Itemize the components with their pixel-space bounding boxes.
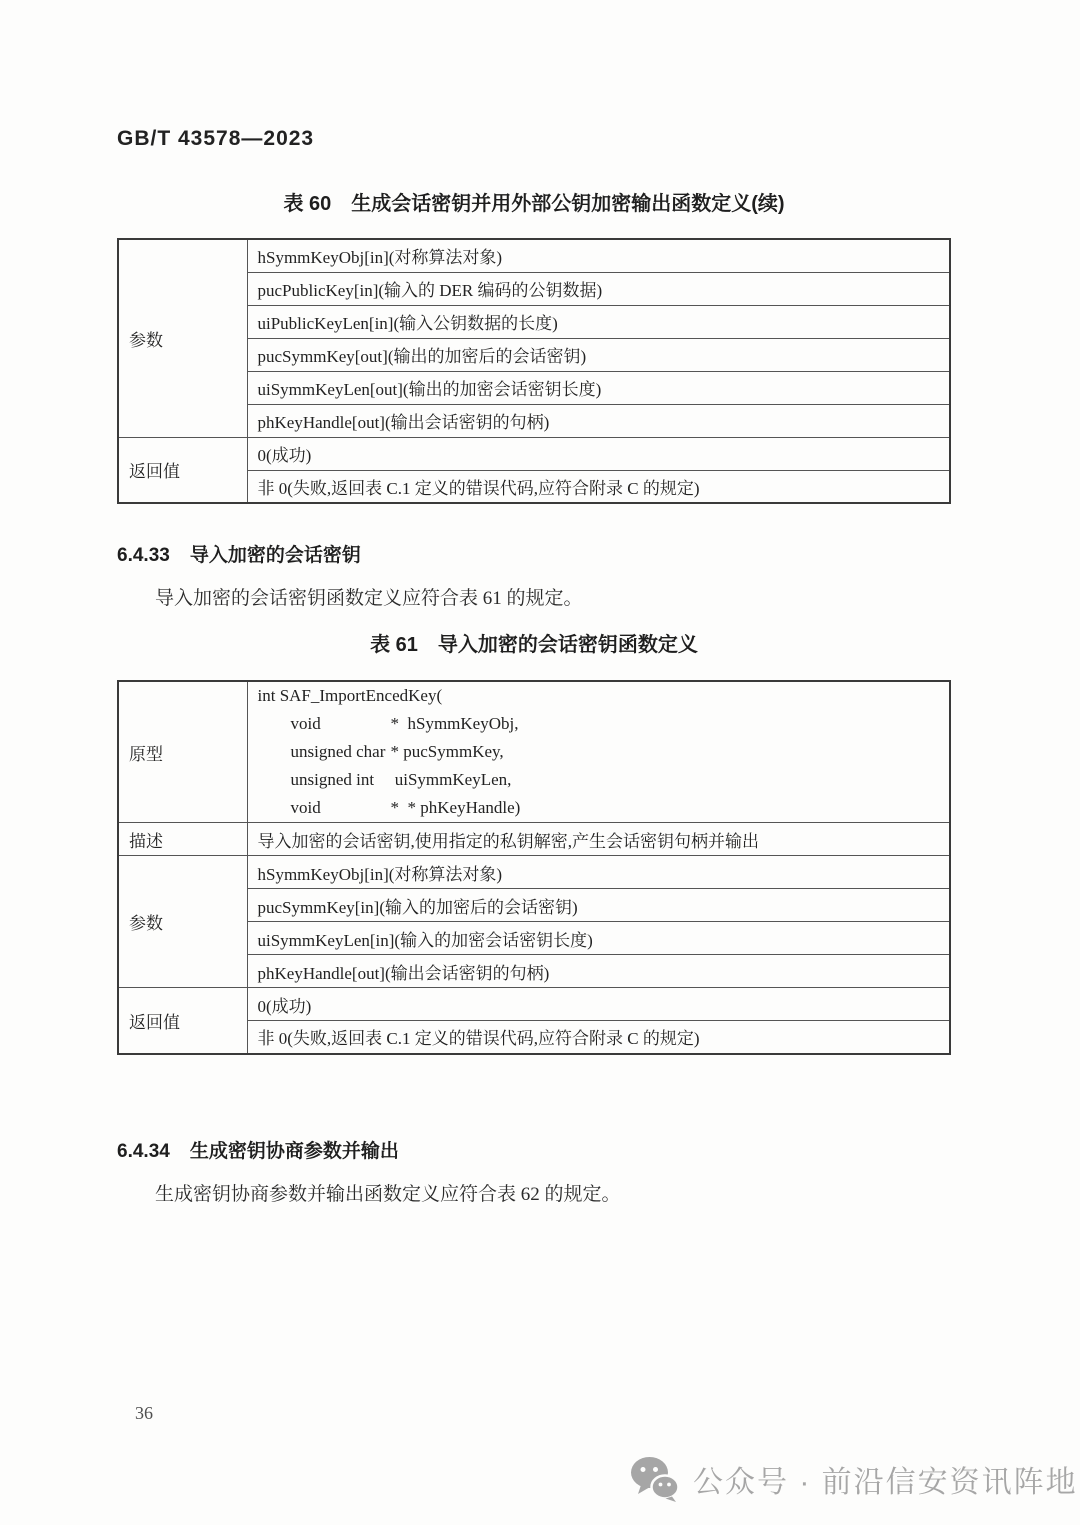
- table60-label-returns: 返回值: [118, 437, 247, 503]
- table-row: [118, 988, 950, 1021]
- table-cell: uiSymmKeyLen[out](输出的加密会话密钥长度): [247, 371, 950, 404]
- prototype-param: void * * phKeyHandle): [290, 798, 521, 817]
- function-prototype: [247, 681, 950, 823]
- table60: [117, 238, 951, 504]
- prototype-param: unsigned int uiSymmKeyLen,: [290, 770, 512, 789]
- section-body-6-4-34: 生成密钥协商参数并输出函数定义应符合表 62 的规定。: [155, 1184, 621, 1205]
- table-cell: phKeyHandle[out](输出会话密钥的句柄): [247, 955, 950, 988]
- table-cell: uiPublicKeyLen[in](输入公钥数据的长度): [247, 305, 950, 338]
- table61-label-prototype: 原型: [118, 681, 247, 823]
- table61-caption: 表 61 导入加密的会话密钥函数定义: [370, 634, 698, 656]
- standard-number: GB/T 43578—2023: [117, 127, 315, 150]
- table-cell: 非 0(失败,返回表 C.1 定义的错误代码,应符合附录 C 的规定): [247, 470, 950, 503]
- table-row: [118, 239, 950, 272]
- page-number: 36: [135, 1403, 153, 1423]
- table60-caption: 表 60 生成会话密钥并用外部公钥加密输出函数定义(续): [283, 193, 785, 215]
- table61: [117, 680, 951, 1055]
- section-number: 6.4.33: [117, 545, 170, 566]
- table-cell: phKeyHandle[out](输出会话密钥的句柄): [247, 404, 950, 437]
- table-cell: 导入加密的会话密钥,使用指定的私钥解密,产生会话密钥句柄并输出: [247, 823, 950, 856]
- table-cell: pucPublicKey[in](输入的 DER 编码的公钥数据): [247, 272, 950, 305]
- watermark-text: 公众号 · 前沿信安资讯阵地: [693, 1466, 1078, 1499]
- table-cell: 非 0(失败,返回表 C.1 定义的错误代码,应符合附录 C 的规定): [247, 1021, 950, 1054]
- table-cell: 0(成功): [247, 988, 950, 1021]
- section-body-6-4-33: 导入加密的会话密钥函数定义应符合表 61 的规定。: [155, 588, 583, 609]
- table-cell: 0(成功): [247, 437, 950, 470]
- table-cell: uiSymmKeyLen[in](输入的加密会话密钥长度): [247, 922, 950, 955]
- table60-label-params: 参数: [118, 239, 247, 437]
- table-row: [118, 856, 950, 889]
- table-row: [118, 681, 950, 823]
- table-cell: pucSymmKey[in](输入的加密后的会话密钥): [247, 889, 950, 922]
- prototype-head: int SAF_ImportEncedKey(: [257, 686, 443, 705]
- table-row: [118, 823, 950, 856]
- prototype-param: unsigned char * pucSymmKey,: [290, 742, 504, 761]
- table-row: [118, 437, 950, 470]
- table-cell: pucSymmKey[out](输出的加密后的会话密钥): [247, 338, 950, 371]
- table61-label-params: 参数: [118, 856, 247, 988]
- section-title: 导入加密的会话密钥: [189, 545, 361, 566]
- table61-label-description: 描述: [118, 823, 247, 856]
- table61-label-returns: 返回值: [118, 988, 247, 1054]
- table-cell: hSymmKeyObj[in](对称算法对象): [247, 856, 950, 889]
- section-heading-6-4-33: [117, 540, 361, 567]
- section-title: 生成密钥协商参数并输出: [189, 1141, 399, 1162]
- section-heading-6-4-34: [117, 1136, 399, 1163]
- section-number: 6.4.34: [117, 1141, 170, 1162]
- wechat-icon: [630, 1456, 680, 1502]
- table-cell: hSymmKeyObj[in](对称算法对象): [247, 239, 950, 272]
- prototype-param: void * hSymmKeyObj,: [290, 714, 519, 733]
- watermark: [630, 1456, 1078, 1502]
